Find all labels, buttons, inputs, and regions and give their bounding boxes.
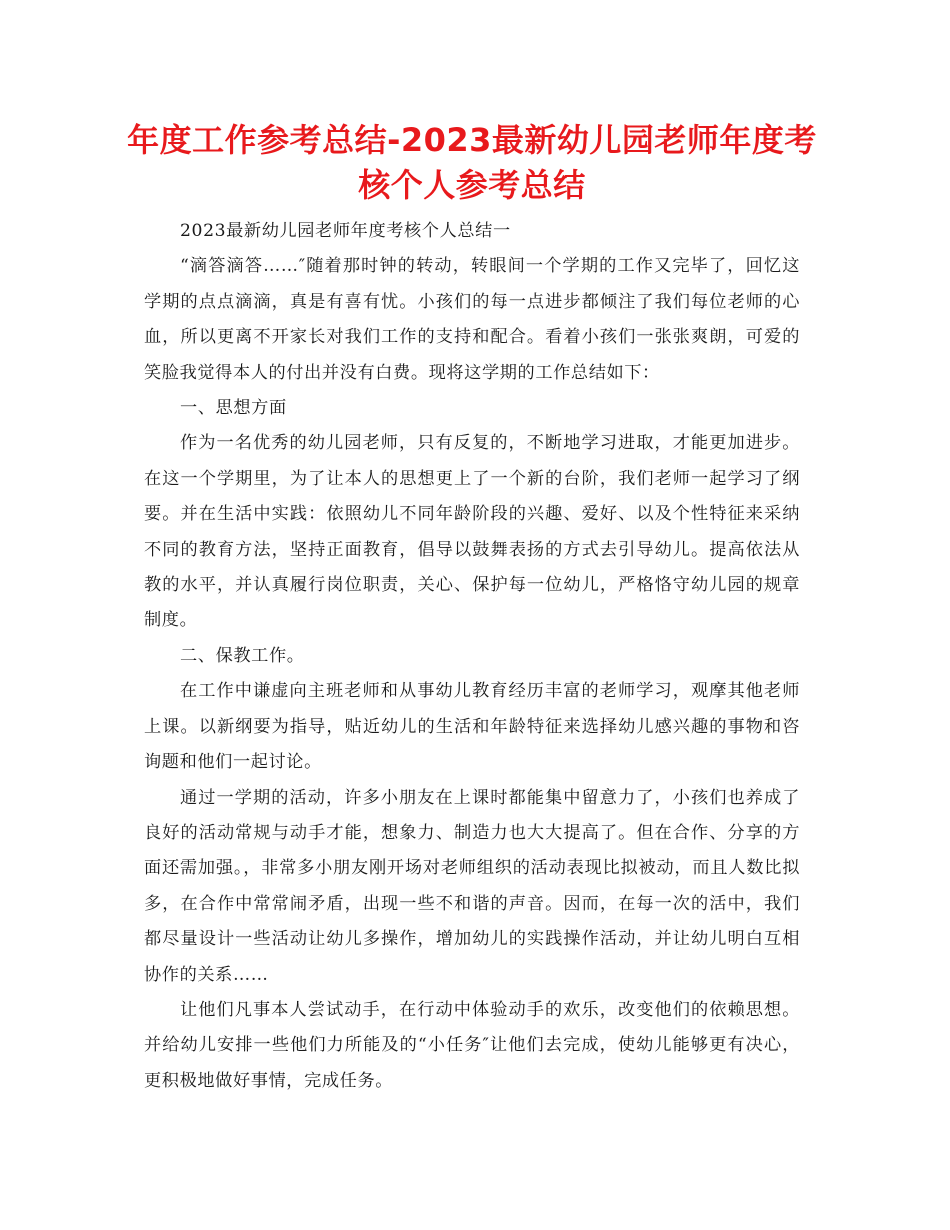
care-paragraph-1: 在工作中谦虚向主班老师和从事幼儿教育经历丰富的老师学习，观摩其他老师上课。以新纲要为指导，贴近幼儿的生活和年龄特征来选择幼儿感兴趣的事物和咨询题和他们一起讨论。	[144, 681, 800, 773]
care-paragraph-3: 让他们凡事本人尝试动手，在行动中体验动手的欢乐，改变他们的依赖思想。并给幼儿安排一些他们力所能及的“小任务″让他们去完成，使幼儿能够更有决心，更积极地做好事情，完成任务。	[144, 999, 800, 1091]
subtitle-paragraph: 2023最新幼儿园老师年度考核个人总结一	[180, 221, 511, 241]
care-paragraph-2: 通过一学期的活动，许多小朋友在上课时都能集中留意力了，小孩们也养成了良好的活动常规与动手才能，想象力、制造力也大大提高了。但在合作、分享的方面还需加强。，非常多小朋友刚开场对老师组织的活动表现比拟被动，而且人数比拟多，在合作中常常闹矛盾，出现一些不和谐的声音。因而，在每一次的活中，我们都尽量设计一些活动让幼儿多操作，增加幼儿的实践操作活动，并让幼儿明白互相协作的关系……	[144, 787, 800, 985]
section-heading-thought: 一、思想方面	[180, 398, 287, 419]
section-heading-care: 二、保教工作。	[180, 645, 305, 666]
document-title: 年度工作参考总结-2023最新幼儿园老师年度考核个人参考总结	[127, 121, 817, 204]
thought-paragraph: 作为一名优秀的幼儿园老师，只有反复的，不断地学习进取，才能更加进步。在这一个学期里，为了让本人的思想更上了一个新的台阶，我们老师一起学习了纲要。并在生活中实践：依照幼儿不同年龄阶段的兴趣、爱好、以及个性特征来采纳不同的教育方法，坚持正面教育，倡导以鼓舞表扬的方式去引导幼儿。提高依法从教的水平，并认真履行岗位职责，关心、保护每一位幼儿，严格恪守幼儿园的规章制度。	[144, 433, 800, 631]
intro-paragraph: “滴答滴答……″随着那时钟的转动，转眼间一个学期的工作又完毕了，回忆这学期的点点滴滴，真是有喜有忧。小孩们的每一点进步都倾注了我们每位老师的心血，所以更离不开家长对我们工作的支持和配合。看着小孩们一张张爽朗，可爱的笑脸我觉得本人的付出并没有白费。现将这学期的工作总结如下：	[144, 256, 800, 383]
